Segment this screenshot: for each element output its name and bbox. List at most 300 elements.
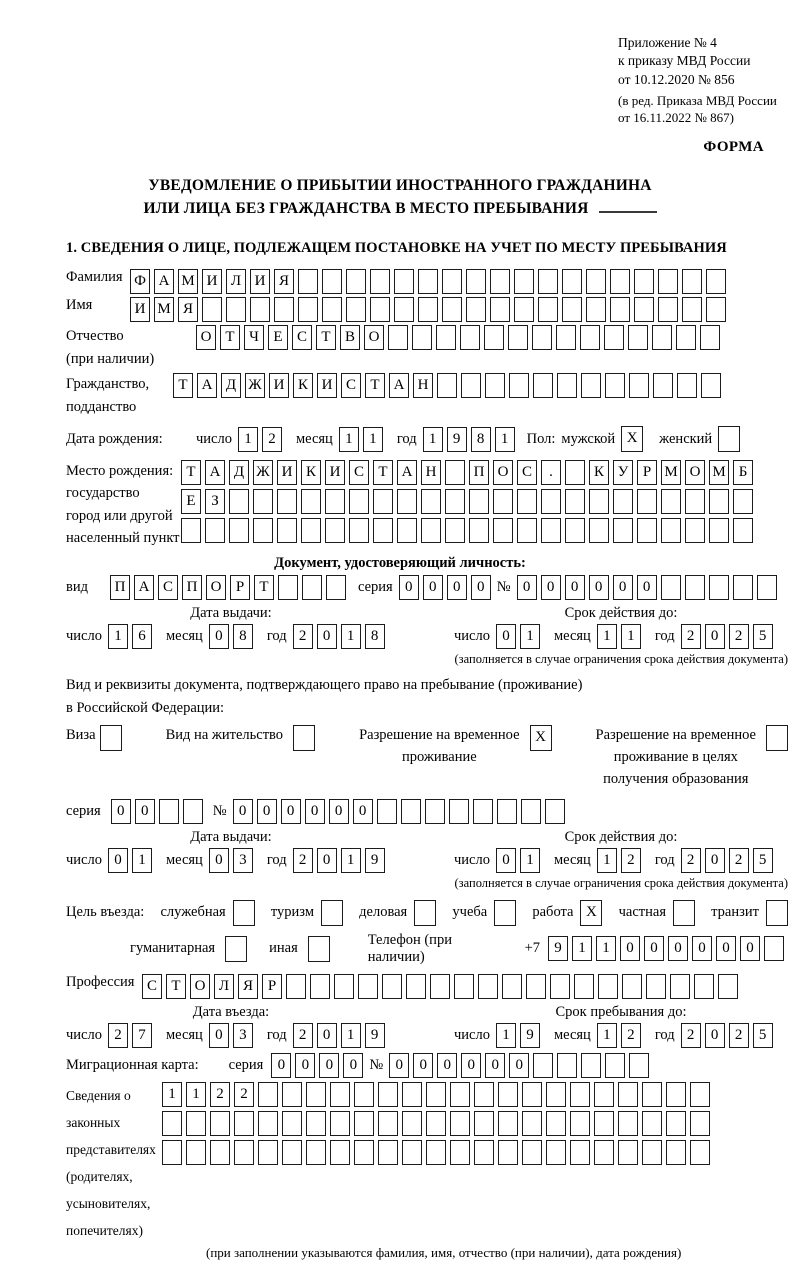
char-cell[interactable]: 0	[423, 575, 443, 600]
char-cell[interactable]	[694, 974, 714, 999]
char-cell[interactable]	[286, 974, 306, 999]
char-cell[interactable]	[618, 1082, 638, 1107]
char-cell[interactable]	[402, 1082, 422, 1107]
char-cell[interactable]: 1	[423, 427, 443, 452]
char-cell[interactable]	[565, 518, 585, 543]
char-cell[interactable]: 0	[329, 799, 349, 824]
char-cell[interactable]	[682, 269, 702, 294]
char-cell[interactable]: 6	[132, 624, 152, 649]
char-cell[interactable]: О	[190, 974, 210, 999]
char-cell[interactable]: 0	[209, 624, 229, 649]
char-cell[interactable]: 0	[705, 1023, 725, 1048]
char-cell[interactable]: Р	[637, 460, 657, 485]
char-cell[interactable]	[358, 974, 378, 999]
char-cell[interactable]	[498, 1140, 518, 1165]
char-cell[interactable]	[234, 1140, 254, 1165]
char-cell[interactable]: Т	[181, 460, 201, 485]
char-cell[interactable]	[497, 799, 517, 824]
char-cell[interactable]	[425, 799, 445, 824]
char-cell[interactable]	[330, 1082, 350, 1107]
char-cell[interactable]	[370, 269, 390, 294]
char-cell[interactable]	[538, 297, 558, 322]
char-cell[interactable]	[517, 489, 537, 514]
char-cell[interactable]	[580, 325, 600, 350]
char-cell[interactable]	[282, 1140, 302, 1165]
char-cell[interactable]: Р	[262, 974, 282, 999]
char-cell[interactable]: 1	[596, 936, 616, 961]
char-cell[interactable]	[628, 325, 648, 350]
char-cell[interactable]	[210, 1111, 230, 1136]
char-cell[interactable]	[546, 1140, 566, 1165]
char-cell[interactable]	[258, 1140, 278, 1165]
char-cell[interactable]: 8	[471, 427, 491, 452]
char-cell[interactable]: 2	[621, 1023, 641, 1048]
char-cell[interactable]	[474, 1111, 494, 1136]
char-cell[interactable]: 8	[365, 624, 385, 649]
char-cell[interactable]	[421, 489, 441, 514]
char-cell[interactable]	[757, 575, 777, 600]
char-cell[interactable]	[557, 373, 577, 398]
char-cell[interactable]	[298, 297, 318, 322]
char-cell[interactable]	[690, 1082, 710, 1107]
char-cell[interactable]	[253, 489, 273, 514]
char-cell[interactable]	[498, 1082, 518, 1107]
char-cell[interactable]	[605, 373, 625, 398]
char-cell[interactable]: 2	[729, 1023, 749, 1048]
char-cell[interactable]: 1	[597, 624, 617, 649]
purpose-humanitarian-checkbox[interactable]	[225, 936, 247, 962]
char-cell[interactable]	[322, 269, 342, 294]
char-cell[interactable]: П	[469, 460, 489, 485]
char-cell[interactable]: Ж	[253, 460, 273, 485]
char-cell[interactable]	[430, 974, 450, 999]
char-cell[interactable]	[661, 575, 681, 600]
char-cell[interactable]: 0	[517, 575, 537, 600]
char-cell[interactable]	[682, 297, 702, 322]
char-cell[interactable]	[685, 518, 705, 543]
char-cell[interactable]: Р	[230, 575, 250, 600]
char-cell[interactable]	[326, 575, 346, 600]
char-cell[interactable]	[574, 974, 594, 999]
char-cell[interactable]: А	[397, 460, 417, 485]
char-cell[interactable]	[658, 297, 678, 322]
char-cell[interactable]: 0	[485, 1053, 505, 1078]
char-cell[interactable]	[445, 460, 465, 485]
char-cell[interactable]: 1	[572, 936, 592, 961]
char-cell[interactable]: 1	[108, 624, 128, 649]
char-cell[interactable]: 2	[729, 624, 749, 649]
char-cell[interactable]	[533, 373, 553, 398]
char-cell[interactable]: Т	[316, 325, 336, 350]
char-cell[interactable]: 0	[135, 799, 155, 824]
char-cell[interactable]: 9	[520, 1023, 540, 1048]
char-cell[interactable]: К	[589, 460, 609, 485]
char-cell[interactable]: 0	[447, 575, 467, 600]
char-cell[interactable]: 1	[238, 427, 258, 452]
char-cell[interactable]	[412, 325, 432, 350]
char-cell[interactable]	[709, 575, 729, 600]
char-cell[interactable]	[605, 1053, 625, 1078]
char-cell[interactable]: М	[709, 460, 729, 485]
char-cell[interactable]	[473, 799, 493, 824]
char-cell[interactable]: 1	[341, 848, 361, 873]
char-cell[interactable]	[306, 1140, 326, 1165]
char-cell[interactable]	[490, 269, 510, 294]
char-cell[interactable]	[298, 269, 318, 294]
char-cell[interactable]	[522, 1140, 542, 1165]
char-cell[interactable]	[666, 1111, 686, 1136]
char-cell[interactable]	[526, 974, 546, 999]
char-cell[interactable]: Л	[214, 974, 234, 999]
char-cell[interactable]: П	[182, 575, 202, 600]
char-cell[interactable]: .	[541, 460, 561, 485]
char-cell[interactable]: 0	[461, 1053, 481, 1078]
char-cell[interactable]	[354, 1140, 374, 1165]
char-cell[interactable]	[205, 518, 225, 543]
char-cell[interactable]	[690, 1111, 710, 1136]
char-cell[interactable]	[274, 297, 294, 322]
char-cell[interactable]: 2	[293, 624, 313, 649]
temporary-residence-checkbox[interactable]: X	[530, 725, 552, 751]
char-cell[interactable]: 2	[681, 848, 701, 873]
char-cell[interactable]: 7	[132, 1023, 152, 1048]
char-cell[interactable]: 0	[437, 1053, 457, 1078]
char-cell[interactable]	[450, 1082, 470, 1107]
char-cell[interactable]	[533, 1053, 553, 1078]
char-cell[interactable]	[322, 297, 342, 322]
char-cell[interactable]	[354, 1111, 374, 1136]
char-cell[interactable]	[229, 518, 249, 543]
char-cell[interactable]	[637, 489, 657, 514]
char-cell[interactable]: 0	[509, 1053, 529, 1078]
char-cell[interactable]	[670, 974, 690, 999]
char-cell[interactable]	[514, 297, 534, 322]
char-cell[interactable]: О	[685, 460, 705, 485]
char-cell[interactable]	[334, 974, 354, 999]
char-cell[interactable]	[570, 1111, 590, 1136]
char-cell[interactable]: М	[178, 269, 198, 294]
char-cell[interactable]: 9	[365, 1023, 385, 1048]
char-cell[interactable]	[677, 373, 697, 398]
char-cell[interactable]	[394, 269, 414, 294]
char-cell[interactable]: 0	[317, 848, 337, 873]
char-cell[interactable]	[421, 518, 441, 543]
char-cell[interactable]: 0	[281, 799, 301, 824]
char-cell[interactable]	[229, 489, 249, 514]
char-cell[interactable]	[622, 974, 642, 999]
char-cell[interactable]: 1	[186, 1082, 206, 1107]
male-checkbox[interactable]: X	[621, 426, 643, 452]
char-cell[interactable]	[485, 373, 505, 398]
char-cell[interactable]	[557, 1053, 577, 1078]
purpose-transit-checkbox[interactable]	[766, 900, 788, 926]
char-cell[interactable]	[490, 297, 510, 322]
char-cell[interactable]	[258, 1082, 278, 1107]
char-cell[interactable]: Т	[166, 974, 186, 999]
char-cell[interactable]	[426, 1111, 446, 1136]
char-cell[interactable]	[402, 1111, 422, 1136]
char-cell[interactable]	[402, 1140, 422, 1165]
char-cell[interactable]	[378, 1082, 398, 1107]
purpose-other-checkbox[interactable]	[308, 936, 330, 962]
purpose-private-checkbox[interactable]	[673, 900, 695, 926]
char-cell[interactable]: 9	[365, 848, 385, 873]
char-cell[interactable]	[378, 1140, 398, 1165]
char-cell[interactable]	[450, 1140, 470, 1165]
char-cell[interactable]: 8	[233, 624, 253, 649]
char-cell[interactable]	[610, 269, 630, 294]
purpose-work-checkbox[interactable]: X	[580, 900, 602, 926]
char-cell[interactable]: 1	[495, 427, 515, 452]
char-cell[interactable]: Ж	[245, 373, 265, 398]
char-cell[interactable]	[706, 297, 726, 322]
char-cell[interactable]	[426, 1140, 446, 1165]
char-cell[interactable]	[474, 1082, 494, 1107]
char-cell[interactable]: 0	[209, 848, 229, 873]
char-cell[interactable]	[586, 269, 606, 294]
char-cell[interactable]: Ч	[244, 325, 264, 350]
char-cell[interactable]	[661, 518, 681, 543]
residence-permit-checkbox[interactable]	[293, 725, 315, 751]
char-cell[interactable]: 2	[262, 427, 282, 452]
char-cell[interactable]	[378, 1111, 398, 1136]
char-cell[interactable]: 0	[108, 848, 128, 873]
char-cell[interactable]	[502, 974, 522, 999]
char-cell[interactable]	[181, 518, 201, 543]
purpose-tourism-checkbox[interactable]	[321, 900, 343, 926]
char-cell[interactable]	[306, 1111, 326, 1136]
char-cell[interactable]	[610, 297, 630, 322]
char-cell[interactable]: И	[130, 297, 150, 322]
char-cell[interactable]	[418, 297, 438, 322]
char-cell[interactable]	[718, 974, 738, 999]
char-cell[interactable]	[370, 297, 390, 322]
char-cell[interactable]	[210, 1140, 230, 1165]
char-cell[interactable]	[258, 1111, 278, 1136]
char-cell[interactable]: 0	[389, 1053, 409, 1078]
char-cell[interactable]	[604, 325, 624, 350]
char-cell[interactable]	[234, 1111, 254, 1136]
char-cell[interactable]	[661, 489, 681, 514]
char-cell[interactable]: 1	[341, 1023, 361, 1048]
char-cell[interactable]: 2	[681, 624, 701, 649]
char-cell[interactable]: 0	[692, 936, 712, 961]
char-cell[interactable]: 0	[668, 936, 688, 961]
char-cell[interactable]	[642, 1082, 662, 1107]
char-cell[interactable]	[162, 1140, 182, 1165]
char-cell[interactable]	[461, 373, 481, 398]
char-cell[interactable]: О	[364, 325, 384, 350]
char-cell[interactable]	[253, 518, 273, 543]
char-cell[interactable]	[521, 799, 541, 824]
char-cell[interactable]: 0	[413, 1053, 433, 1078]
char-cell[interactable]	[541, 489, 561, 514]
char-cell[interactable]: К	[301, 460, 321, 485]
char-cell[interactable]: 1	[597, 1023, 617, 1048]
char-cell[interactable]: 0	[644, 936, 664, 961]
char-cell[interactable]	[545, 799, 565, 824]
char-cell[interactable]	[634, 269, 654, 294]
char-cell[interactable]	[436, 325, 456, 350]
char-cell[interactable]: 0	[496, 624, 516, 649]
char-cell[interactable]	[565, 460, 585, 485]
char-cell[interactable]	[514, 269, 534, 294]
char-cell[interactable]	[508, 325, 528, 350]
char-cell[interactable]	[733, 518, 753, 543]
char-cell[interactable]	[202, 297, 222, 322]
char-cell[interactable]	[310, 974, 330, 999]
char-cell[interactable]	[522, 1111, 542, 1136]
char-cell[interactable]	[550, 974, 570, 999]
char-cell[interactable]	[484, 325, 504, 350]
char-cell[interactable]: 0	[716, 936, 736, 961]
char-cell[interactable]: У	[613, 460, 633, 485]
char-cell[interactable]: Н	[413, 373, 433, 398]
char-cell[interactable]	[642, 1140, 662, 1165]
char-cell[interactable]	[652, 325, 672, 350]
char-cell[interactable]	[437, 373, 457, 398]
char-cell[interactable]: 0	[343, 1053, 363, 1078]
char-cell[interactable]	[394, 297, 414, 322]
char-cell[interactable]	[764, 936, 784, 961]
char-cell[interactable]: 2	[234, 1082, 254, 1107]
char-cell[interactable]: Т	[254, 575, 274, 600]
char-cell[interactable]: 0	[705, 624, 725, 649]
char-cell[interactable]	[354, 1082, 374, 1107]
char-cell[interactable]	[676, 325, 696, 350]
char-cell[interactable]: И	[250, 269, 270, 294]
char-cell[interactable]	[159, 799, 179, 824]
char-cell[interactable]: 0	[209, 1023, 229, 1048]
char-cell[interactable]	[346, 297, 366, 322]
char-cell[interactable]: 0	[705, 848, 725, 873]
char-cell[interactable]	[426, 1082, 446, 1107]
char-cell[interactable]: А	[205, 460, 225, 485]
char-cell[interactable]	[325, 489, 345, 514]
char-cell[interactable]: 1	[520, 848, 540, 873]
char-cell[interactable]: Д	[229, 460, 249, 485]
char-cell[interactable]: 9	[447, 427, 467, 452]
char-cell[interactable]	[634, 297, 654, 322]
char-cell[interactable]	[373, 518, 393, 543]
char-cell[interactable]	[532, 325, 552, 350]
visa-checkbox[interactable]	[100, 725, 122, 751]
char-cell[interactable]	[618, 1140, 638, 1165]
char-cell[interactable]: С	[158, 575, 178, 600]
char-cell[interactable]	[613, 518, 633, 543]
char-cell[interactable]	[709, 518, 729, 543]
char-cell[interactable]	[556, 325, 576, 350]
char-cell[interactable]	[642, 1111, 662, 1136]
char-cell[interactable]	[183, 799, 203, 824]
char-cell[interactable]: 0	[496, 848, 516, 873]
char-cell[interactable]: И	[269, 373, 289, 398]
char-cell[interactable]	[186, 1140, 206, 1165]
char-cell[interactable]	[586, 297, 606, 322]
char-cell[interactable]	[594, 1140, 614, 1165]
char-cell[interactable]: Н	[421, 460, 441, 485]
char-cell[interactable]: А	[154, 269, 174, 294]
char-cell[interactable]	[377, 799, 397, 824]
char-cell[interactable]: 1	[597, 848, 617, 873]
char-cell[interactable]: 3	[233, 848, 253, 873]
char-cell[interactable]: Я	[238, 974, 258, 999]
char-cell[interactable]	[330, 1111, 350, 1136]
char-cell[interactable]	[474, 1140, 494, 1165]
char-cell[interactable]	[277, 518, 297, 543]
char-cell[interactable]: 5	[753, 848, 773, 873]
char-cell[interactable]	[397, 489, 417, 514]
char-cell[interactable]	[701, 373, 721, 398]
char-cell[interactable]: Т	[173, 373, 193, 398]
char-cell[interactable]	[613, 489, 633, 514]
char-cell[interactable]: 3	[233, 1023, 253, 1048]
char-cell[interactable]	[445, 518, 465, 543]
char-cell[interactable]	[562, 269, 582, 294]
char-cell[interactable]: 0	[305, 799, 325, 824]
char-cell[interactable]	[589, 489, 609, 514]
char-cell[interactable]: В	[340, 325, 360, 350]
char-cell[interactable]: 0	[637, 575, 657, 600]
char-cell[interactable]	[330, 1140, 350, 1165]
char-cell[interactable]: 1	[496, 1023, 516, 1048]
char-cell[interactable]: Т	[220, 325, 240, 350]
char-cell[interactable]	[685, 489, 705, 514]
char-cell[interactable]	[442, 297, 462, 322]
char-cell[interactable]: С	[142, 974, 162, 999]
char-cell[interactable]	[382, 974, 402, 999]
char-cell[interactable]	[570, 1082, 590, 1107]
char-cell[interactable]: Л	[226, 269, 246, 294]
char-cell[interactable]: 0	[353, 799, 373, 824]
temporary-residence-education-checkbox[interactable]	[766, 725, 788, 751]
char-cell[interactable]: 0	[471, 575, 491, 600]
char-cell[interactable]: Д	[221, 373, 241, 398]
char-cell[interactable]	[388, 325, 408, 350]
char-cell[interactable]	[538, 269, 558, 294]
char-cell[interactable]	[594, 1111, 614, 1136]
char-cell[interactable]	[546, 1111, 566, 1136]
char-cell[interactable]: Ф	[130, 269, 150, 294]
char-cell[interactable]	[401, 799, 421, 824]
char-cell[interactable]	[653, 373, 673, 398]
char-cell[interactable]	[162, 1111, 182, 1136]
char-cell[interactable]	[498, 1111, 518, 1136]
char-cell[interactable]: С	[292, 325, 312, 350]
char-cell[interactable]: 0	[295, 1053, 315, 1078]
char-cell[interactable]: 0	[111, 799, 131, 824]
char-cell[interactable]: И	[277, 460, 297, 485]
char-cell[interactable]: 1	[339, 427, 359, 452]
char-cell[interactable]: О	[196, 325, 216, 350]
char-cell[interactable]	[598, 974, 618, 999]
char-cell[interactable]	[418, 269, 438, 294]
char-cell[interactable]: А	[389, 373, 409, 398]
char-cell[interactable]: 1	[363, 427, 383, 452]
char-cell[interactable]	[570, 1140, 590, 1165]
char-cell[interactable]	[277, 489, 297, 514]
char-cell[interactable]: А	[134, 575, 154, 600]
char-cell[interactable]: С	[341, 373, 361, 398]
char-cell[interactable]: И	[317, 373, 337, 398]
char-cell[interactable]: 1	[341, 624, 361, 649]
char-cell[interactable]	[442, 269, 462, 294]
char-cell[interactable]	[541, 518, 561, 543]
char-cell[interactable]	[646, 974, 666, 999]
char-cell[interactable]: 2	[729, 848, 749, 873]
char-cell[interactable]	[250, 297, 270, 322]
char-cell[interactable]: А	[197, 373, 217, 398]
